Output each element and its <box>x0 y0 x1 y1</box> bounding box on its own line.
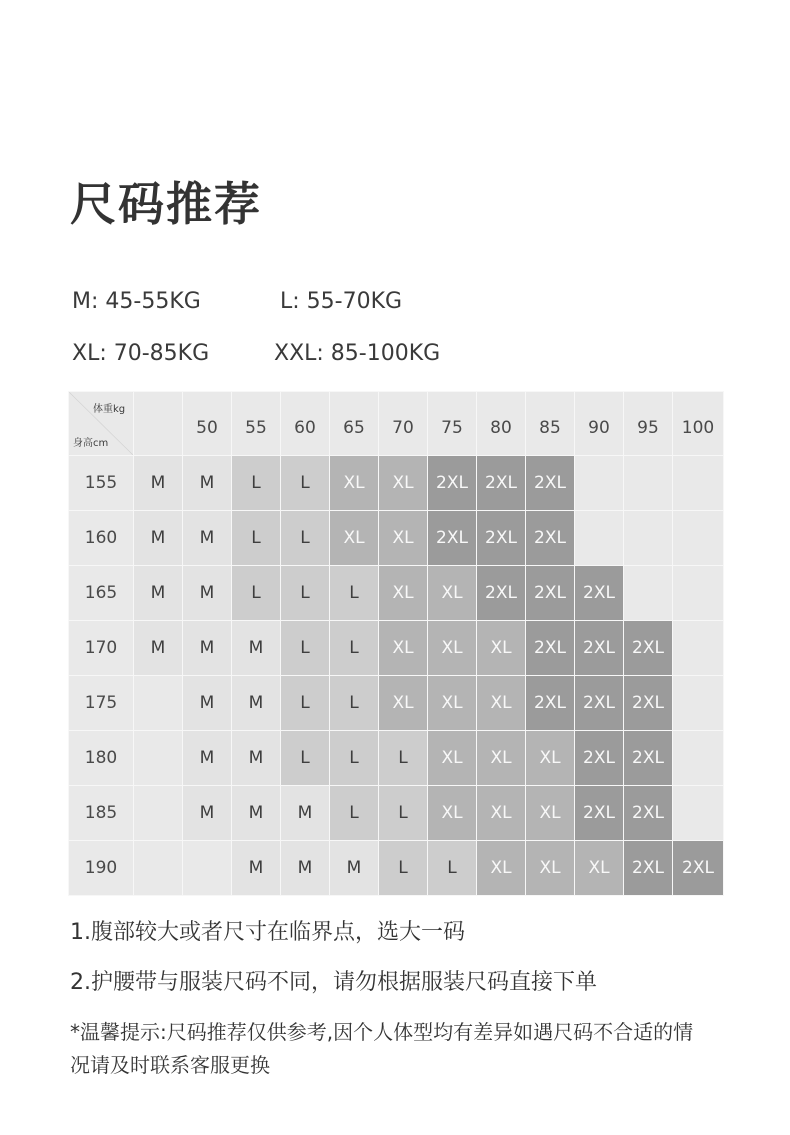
page-title: 尺码推荐 <box>70 177 262 231</box>
empty-size-cell <box>134 786 183 841</box>
size-cell: 2XL <box>624 621 673 676</box>
empty-size-cell <box>624 456 673 511</box>
size-cell: XL <box>477 676 526 731</box>
size-cell: 2XL <box>575 786 624 841</box>
weight-header-cell: 80 <box>477 392 526 456</box>
table-row <box>69 456 724 511</box>
size-chart-table <box>68 391 724 896</box>
weight-header-cell: 55 <box>232 392 281 456</box>
size-range-m: M: 45-55KG <box>72 289 201 314</box>
size-cell: 2XL <box>624 731 673 786</box>
height-cell: 170 <box>69 621 134 676</box>
table-row <box>69 841 724 896</box>
size-cell: XL <box>477 621 526 676</box>
size-cell: M <box>232 731 281 786</box>
empty-size-cell <box>673 456 724 511</box>
size-cell: 2XL <box>477 511 526 566</box>
empty-size-cell <box>183 841 232 896</box>
size-cell: M <box>183 731 232 786</box>
empty-size-cell <box>673 786 724 841</box>
tip-text: *温馨提示:尺码推荐仅供参考,因个人体型均有差异如遇尺码不合适的情况请及时联系客服更换 <box>70 1020 694 1077</box>
weight-axis-label: 体重kg <box>93 404 126 415</box>
height-cell: 185 <box>69 786 134 841</box>
weight-header-row <box>69 392 724 456</box>
empty-size-cell <box>673 621 724 676</box>
size-cell: L <box>330 566 379 621</box>
size-cell: L <box>232 511 281 566</box>
size-cell: XL <box>330 456 379 511</box>
size-cell: L <box>281 511 330 566</box>
table-row <box>69 676 724 731</box>
size-cell: XL <box>428 621 477 676</box>
size-cell: L <box>281 566 330 621</box>
height-cell: 190 <box>69 841 134 896</box>
size-cell: XL <box>428 566 477 621</box>
size-cell: 2XL <box>477 566 526 621</box>
size-cell: M <box>232 676 281 731</box>
size-cell: XL <box>575 841 624 896</box>
weight-header-cell: 100 <box>673 392 724 456</box>
size-cell: XL <box>428 676 477 731</box>
weight-header-cell: 85 <box>526 392 575 456</box>
size-cell: L <box>330 731 379 786</box>
empty-size-cell <box>673 676 724 731</box>
size-cell: L <box>379 841 428 896</box>
weight-header-cell: 90 <box>575 392 624 456</box>
size-cell: L <box>232 456 281 511</box>
size-cell: 2XL <box>575 621 624 676</box>
size-cell: L <box>281 621 330 676</box>
size-cell: M <box>183 621 232 676</box>
empty-size-cell <box>624 566 673 621</box>
size-cell: L <box>379 786 428 841</box>
height-cell: 155 <box>69 456 134 511</box>
size-cell: M <box>183 786 232 841</box>
empty-size-cell <box>575 511 624 566</box>
size-cell: M <box>134 456 183 511</box>
size-cell: M <box>232 621 281 676</box>
size-cell: L <box>281 676 330 731</box>
weight-header-cell: 65 <box>330 392 379 456</box>
size-cell: 2XL <box>526 511 575 566</box>
size-cell: M <box>330 841 379 896</box>
size-cell: XL <box>526 786 575 841</box>
empty-size-cell <box>575 456 624 511</box>
size-cell: M <box>183 566 232 621</box>
size-cell: M <box>232 786 281 841</box>
note-1: 1.腹部较大或者尺寸在临界点，选大一码 <box>70 920 465 945</box>
size-cell: L <box>330 786 379 841</box>
size-cell: XL <box>477 841 526 896</box>
size-cell: 2XL <box>428 511 477 566</box>
size-cell: L <box>330 676 379 731</box>
size-range-xxl: XXL: 85-100KG <box>274 341 441 366</box>
table-row <box>69 731 724 786</box>
size-cell: M <box>281 841 330 896</box>
size-cell: 2XL <box>575 566 624 621</box>
size-cell: XL <box>477 731 526 786</box>
size-cell: M <box>134 621 183 676</box>
size-cell: 2XL <box>477 456 526 511</box>
weight-header-cell: 75 <box>428 392 477 456</box>
size-cell: 2XL <box>575 731 624 786</box>
size-cell: M <box>183 676 232 731</box>
height-cell: 160 <box>69 511 134 566</box>
size-cell: L <box>428 841 477 896</box>
empty-size-cell <box>673 511 724 566</box>
weight-header-cell: 95 <box>624 392 673 456</box>
size-cell: 2XL <box>575 676 624 731</box>
size-cell: XL <box>379 676 428 731</box>
size-cell: XL <box>379 456 428 511</box>
table-corner <box>69 392 134 456</box>
size-table-body <box>69 456 724 896</box>
size-cell: 2XL <box>428 456 477 511</box>
empty-size-cell <box>134 841 183 896</box>
size-cell: XL <box>526 841 575 896</box>
size-cell: M <box>183 456 232 511</box>
size-cell: XL <box>379 621 428 676</box>
height-cell: 180 <box>69 731 134 786</box>
size-cell: 2XL <box>526 566 575 621</box>
size-cell: XL <box>477 786 526 841</box>
size-cell: XL <box>428 731 477 786</box>
size-cell: XL <box>379 511 428 566</box>
height-axis-label: 身高cm <box>73 438 109 449</box>
empty-size-cell <box>624 511 673 566</box>
weight-header-cell: 70 <box>379 392 428 456</box>
size-cell: XL <box>428 786 477 841</box>
size-range-xl: XL: 70-85KG <box>72 341 210 366</box>
size-cell: L <box>379 731 428 786</box>
size-cell: M <box>134 566 183 621</box>
size-cell: 2XL <box>526 621 575 676</box>
size-cell: 2XL <box>526 676 575 731</box>
weight-header-cell: 50 <box>183 392 232 456</box>
size-cell: M <box>281 786 330 841</box>
empty-size-cell <box>673 566 724 621</box>
size-cell: M <box>183 511 232 566</box>
table-row <box>69 621 724 676</box>
size-cell: 2XL <box>624 786 673 841</box>
weight-header-cell: 60 <box>281 392 330 456</box>
empty-size-cell <box>134 676 183 731</box>
height-cell: 165 <box>69 566 134 621</box>
size-cell: L <box>330 621 379 676</box>
size-cell: XL <box>330 511 379 566</box>
size-range-l: L: 55-70KG <box>280 289 403 314</box>
size-cell: L <box>281 456 330 511</box>
table-row <box>69 511 724 566</box>
empty-size-cell <box>134 731 183 786</box>
size-cell: 2XL <box>624 676 673 731</box>
size-cell: M <box>134 511 183 566</box>
empty-size-cell <box>673 731 724 786</box>
size-cell: L <box>232 566 281 621</box>
weight-header-blank <box>134 392 183 456</box>
size-cell: 2XL <box>526 456 575 511</box>
size-cell: 2XL <box>673 841 724 896</box>
size-cell: L <box>281 731 330 786</box>
note-2: 2.护腰带与服装尺码不同，请勿根据服装尺码直接下单 <box>70 970 597 995</box>
table-row <box>69 786 724 841</box>
size-cell: XL <box>379 566 428 621</box>
table-row <box>69 566 724 621</box>
size-cell: M <box>232 841 281 896</box>
size-cell: 2XL <box>624 841 673 896</box>
size-cell: XL <box>526 731 575 786</box>
height-cell: 175 <box>69 676 134 731</box>
